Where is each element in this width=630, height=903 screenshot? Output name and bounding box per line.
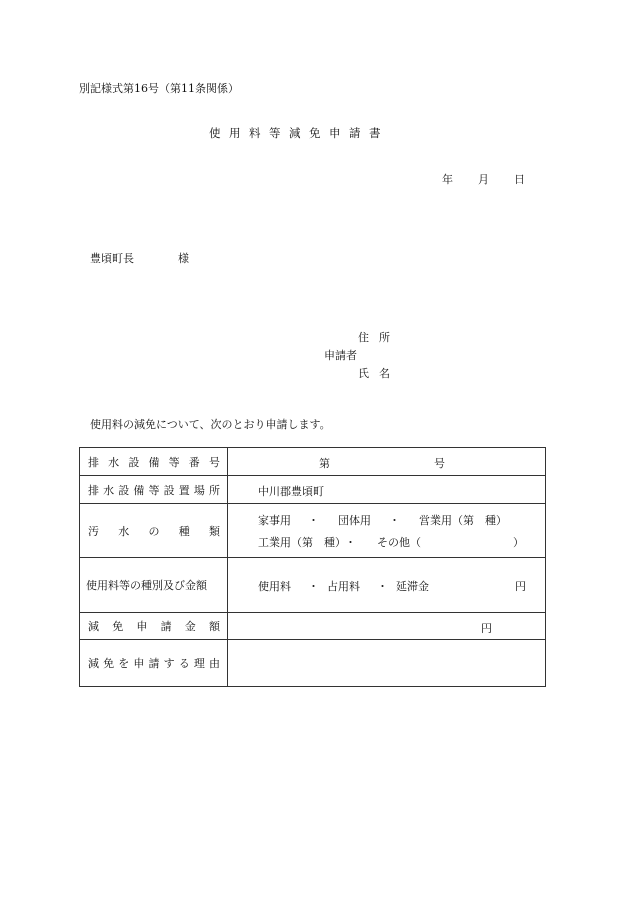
spread-label xyxy=(88,454,227,470)
address-label: 住所 xyxy=(358,331,400,344)
option-industrial[interactable]: 工業用（第 種） xyxy=(258,536,346,549)
label-char: 類 xyxy=(209,524,220,538)
label-char: る xyxy=(178,657,190,670)
label-char: 金 xyxy=(184,620,196,633)
field-drain-number[interactable] xyxy=(228,448,546,476)
label-char: 置 xyxy=(178,483,190,497)
label-char: 種 xyxy=(178,524,190,538)
field-fee-type[interactable] xyxy=(228,558,546,613)
field-reduction-amount[interactable] xyxy=(228,613,546,640)
addressee xyxy=(90,250,189,266)
label-char: 備 xyxy=(133,483,145,497)
option-household[interactable]: 家事用 xyxy=(258,514,291,527)
label-char: 設 xyxy=(118,483,130,497)
intro-text: 使用料の減免について、次のとおり申請します。 xyxy=(90,418,331,431)
table-row xyxy=(80,613,546,640)
label-char: 場 xyxy=(193,483,205,497)
label-char: 減 xyxy=(88,620,99,633)
spread-label xyxy=(88,523,227,539)
application-table xyxy=(79,447,546,687)
label-char: を xyxy=(118,657,130,670)
table-row xyxy=(80,448,546,476)
option-organization[interactable]: 団体用 xyxy=(338,514,371,527)
label-sewage-type xyxy=(80,504,228,558)
label-char: 由 xyxy=(209,657,220,670)
form-reference: 別記様式第16号（第11条関係） xyxy=(79,82,239,95)
field-reason[interactable] xyxy=(228,640,546,687)
spread-label xyxy=(88,655,227,671)
label-char: 理 xyxy=(193,657,205,670)
separator-dot: ・ xyxy=(308,580,319,593)
field-sewage-type[interactable] xyxy=(228,504,546,558)
option-late-fee[interactable]: 延滞金 xyxy=(396,580,429,593)
label-char: 免 xyxy=(103,657,115,670)
addressee-name: 豊頃町長 xyxy=(90,252,134,265)
label-char: 排 xyxy=(88,455,99,469)
location-value: 中川郡豊頃町 xyxy=(258,485,324,498)
applicant-label: 申請者 xyxy=(324,349,357,362)
label-char: 備 xyxy=(148,455,160,469)
separator-dot: ・ xyxy=(308,514,319,527)
table-row xyxy=(80,640,546,687)
option-other[interactable]: その他（ xyxy=(377,536,421,549)
label-drain-number xyxy=(80,448,228,476)
table-row xyxy=(80,504,546,558)
separator-dot: ・ xyxy=(377,580,388,593)
fee-unit-yen: 円 xyxy=(515,580,526,593)
label-char: 請 xyxy=(160,620,172,633)
separator-dot: ・ xyxy=(345,536,356,549)
label-char: 所 xyxy=(209,483,220,497)
drain-number-prefix: 第 xyxy=(319,457,330,470)
label-char: 申 xyxy=(133,657,145,670)
label-char: 設 xyxy=(163,483,175,497)
label-char: 水 xyxy=(118,524,130,538)
fee-type-label: 使用料等の種別及び金額 xyxy=(86,579,207,592)
label-char: 等 xyxy=(148,483,160,497)
reduction-unit-yen: 円 xyxy=(481,622,492,635)
label-char: 水 xyxy=(108,455,120,469)
label-reason xyxy=(80,640,228,687)
label-char: 請 xyxy=(148,657,160,670)
date-year-label: 年 xyxy=(442,173,453,186)
table-row xyxy=(80,558,546,613)
field-location[interactable] xyxy=(228,476,546,504)
label-char: 番 xyxy=(188,455,200,469)
name-label: 氏名 xyxy=(358,367,400,380)
date-day-label: 日 xyxy=(514,173,525,186)
label-char: 設 xyxy=(128,455,140,469)
document-title: 使用料等減免申請書 xyxy=(209,126,389,140)
label-char: 汚 xyxy=(88,524,99,538)
label-char: 減 xyxy=(88,657,99,670)
addressee-honorific: 様 xyxy=(178,252,189,265)
label-char: 額 xyxy=(208,620,220,633)
label-char: 水 xyxy=(103,483,115,497)
spread-label xyxy=(88,618,227,634)
label-char: 号 xyxy=(208,455,220,469)
date-month-label: 月 xyxy=(478,173,489,186)
drain-number-suffix: 号 xyxy=(434,457,445,470)
option-occupancy-fee[interactable]: 占用料 xyxy=(327,580,360,593)
label-location xyxy=(80,476,228,504)
other-close-paren: ） xyxy=(513,536,524,549)
separator-dot: ・ xyxy=(389,514,400,527)
date-line xyxy=(442,171,525,187)
option-business[interactable]: 営業用（第 種） xyxy=(419,514,507,527)
label-char: 申 xyxy=(136,620,148,633)
label-fee-type xyxy=(80,558,228,613)
label-char: す xyxy=(163,657,175,670)
spread-label xyxy=(88,482,227,498)
label-char: 等 xyxy=(168,455,180,469)
table-row xyxy=(80,476,546,504)
label-char: の xyxy=(148,524,160,538)
label-char: 排 xyxy=(88,483,99,497)
option-usage-fee[interactable]: 使用料 xyxy=(258,580,291,593)
label-char: 免 xyxy=(112,620,124,633)
label-reduction-amount xyxy=(80,613,228,640)
